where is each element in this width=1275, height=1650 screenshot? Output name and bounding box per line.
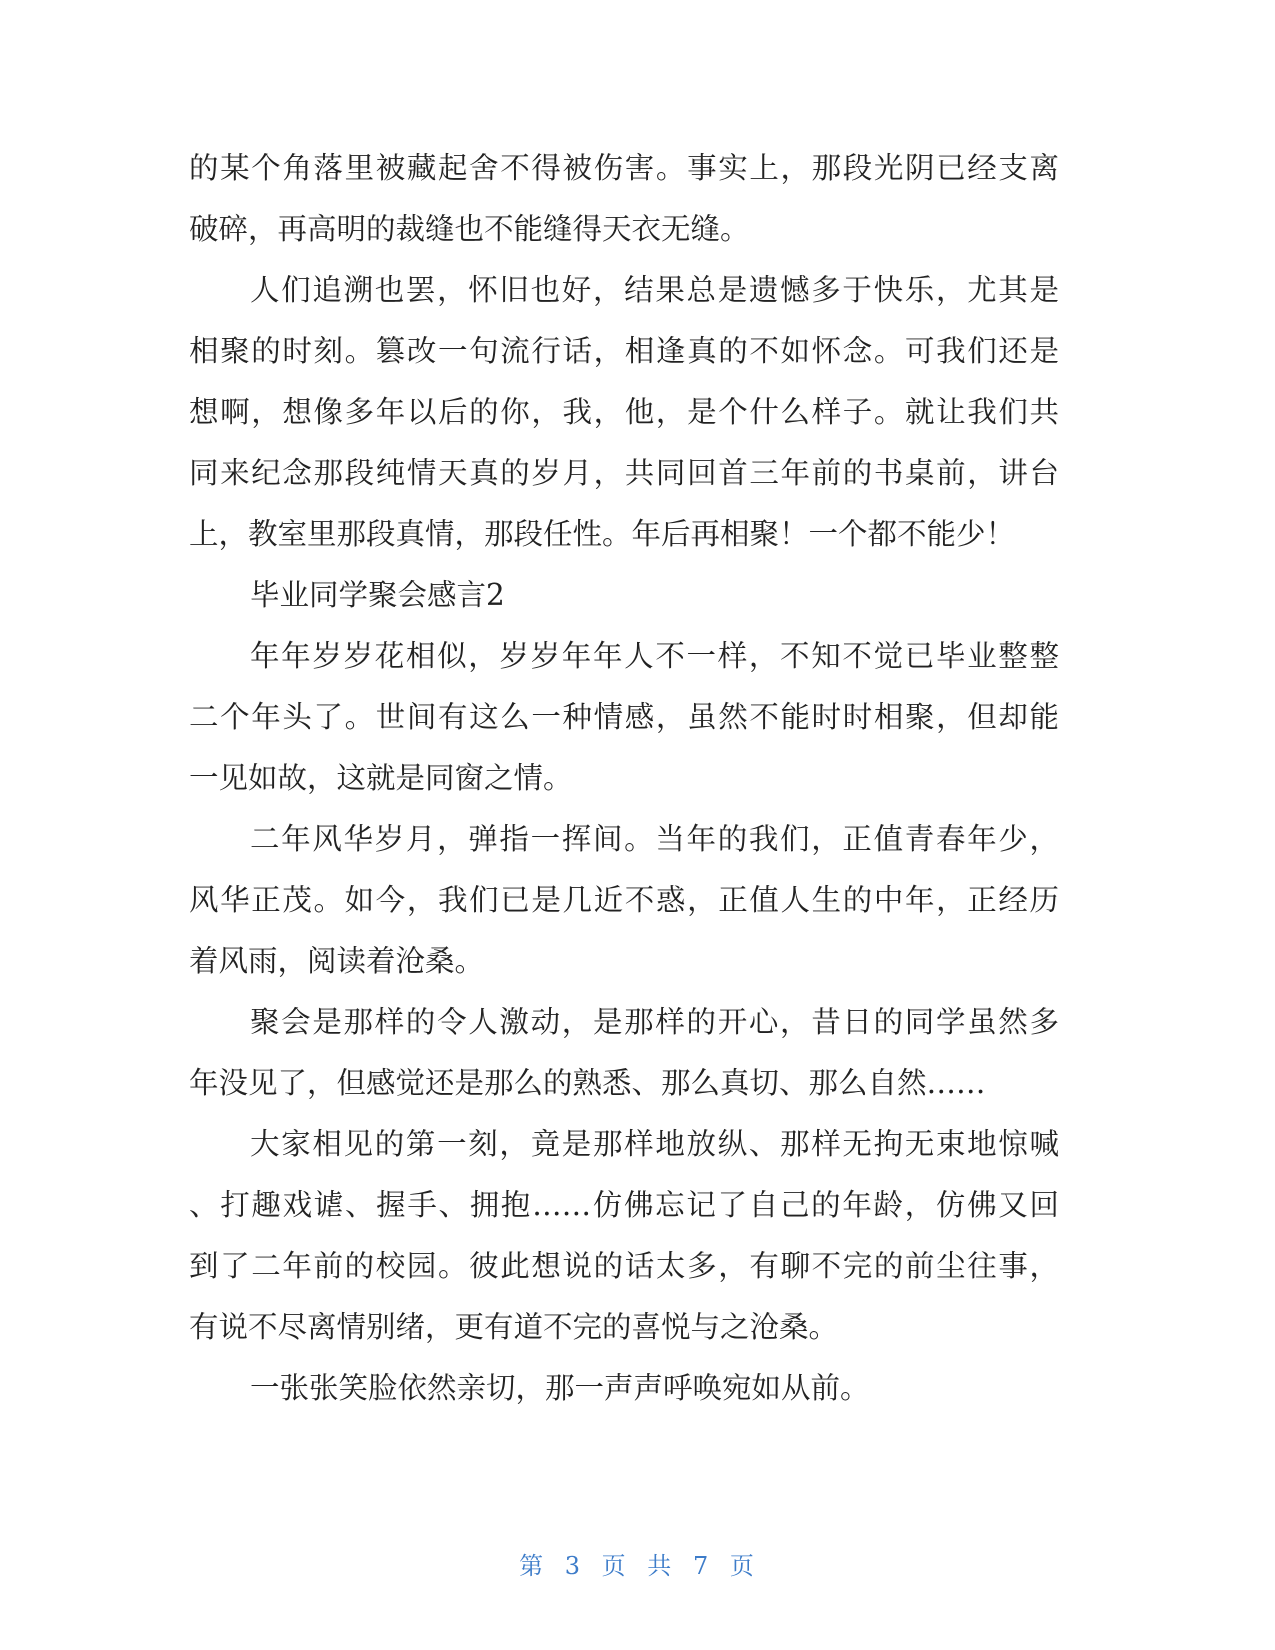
section-heading: 毕业同学聚会感言2 <box>250 578 505 612</box>
text-line: 有说不尽离情别绪，更有道不完的喜悦与之沧桑。 <box>189 1310 839 1344</box>
text-line: 、打趣戏谑、握手、拥抱……仿佛忘记了自己的年龄，仿佛又回 <box>189 1188 1059 1222</box>
text-line: 上，教室里那段真情，那段任性。年后再相聚！一个都不能少！ <box>189 517 1016 551</box>
text-line: 大家相见的第一刻，竟是那样地放纵、那样无拘无束地惊喊 <box>250 1127 1059 1161</box>
text-line: 想啊，想像多年以后的你，我，他，是个什么样子。就让我们共 <box>189 395 1059 429</box>
text-line: 年年岁岁花相似，岁岁年年人不一样，不知不觉已毕业整整 <box>250 639 1059 673</box>
text-line: 年没见了，但感觉还是那么的熟悉、那么真切、那么自然…… <box>189 1066 986 1100</box>
text-line: 破碎，再高明的裁缝也不能缝得天衣无缝。 <box>189 212 750 246</box>
text-line: 同来纪念那段纯情天真的岁月，共同回首三年前的书桌前，讲台 <box>189 456 1059 490</box>
text-line: 二年风华岁月，弹指一挥间。当年的我们，正值青春年少， <box>250 822 1059 856</box>
text-line: 人们追溯也罢，怀旧也好，结果总是遗憾多于快乐，尤其是 <box>250 273 1059 307</box>
page-number-footer: 第 3 页 共 7 页 <box>519 1552 756 1580</box>
text-line: 风华正茂。如今，我们已是几近不惑，正值人生的中年，正经历 <box>189 883 1059 917</box>
text-line: 着风雨，阅读着沧桑。 <box>189 944 485 978</box>
text-line: 一见如故，这就是同窗之情。 <box>189 761 573 795</box>
text-line: 一张张笑脸依然亲切，那一声声呼唤宛如从前。 <box>250 1371 870 1405</box>
text-line: 的某个角落里被藏起舍不得被伤害。事实上，那段光阴已经支离 <box>189 151 1059 185</box>
text-line: 相聚的时刻。篡改一句流行话，相逢真的不如怀念。可我们还是 <box>189 334 1059 368</box>
text-line: 聚会是那样的令人激动，是那样的开心，昔日的同学虽然多 <box>250 1005 1059 1039</box>
text-line: 二个年头了。世间有这么一种情感，虽然不能时时相聚，但却能 <box>189 700 1059 734</box>
text-line: 到了二年前的校园。彼此想说的话太多，有聊不完的前尘往事， <box>189 1249 1059 1283</box>
document-body <box>189 138 1059 1419</box>
